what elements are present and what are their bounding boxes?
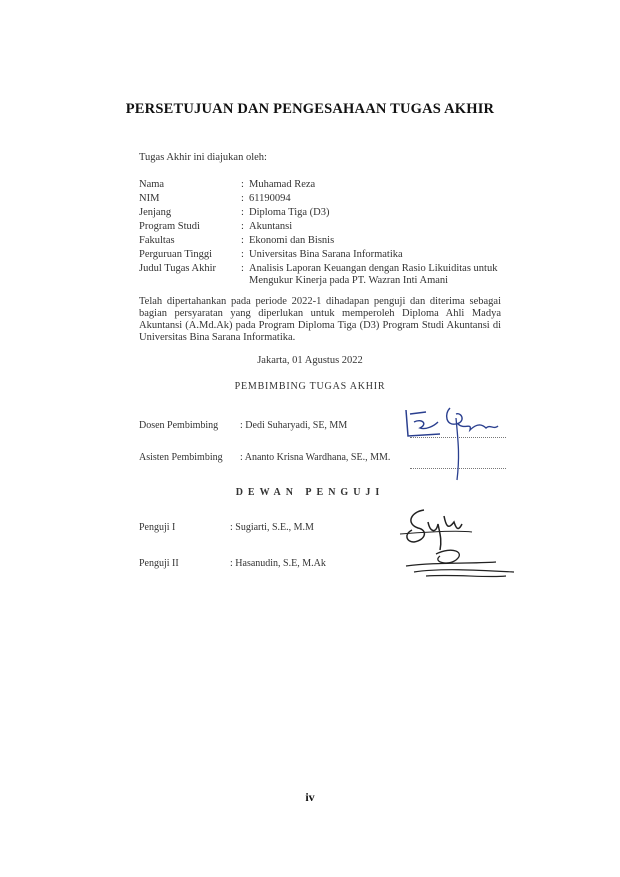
row-value: : Hasanudin, S.E, M.Ak xyxy=(230,558,326,569)
field-label: Jenjang xyxy=(139,207,172,218)
field-label: Program Studi xyxy=(139,221,200,232)
row-label: Penguji I xyxy=(139,522,176,533)
supervisor-signature xyxy=(400,400,510,490)
supervisors-heading: PEMBIMBING TUGAS AKHIR xyxy=(234,381,386,392)
field-colon: : xyxy=(241,207,244,218)
field-colon: : xyxy=(241,249,244,260)
field-colon: : xyxy=(241,193,244,204)
field-label: NIM xyxy=(139,193,160,204)
field-colon: : xyxy=(241,221,244,232)
field-label: Nama xyxy=(139,179,165,190)
row-label: Dosen Pembimbing xyxy=(139,420,219,431)
field-value: 61190094 xyxy=(249,193,291,204)
field-colon: : xyxy=(241,179,244,190)
field-label: Judul Tugas Akhir xyxy=(139,263,217,274)
field-value: Analisis Laporan Keuangan dengan Rasio Likuiditas untuk Mengukur Kinerja pada PT. Wazran Inti Amani xyxy=(249,263,498,286)
field-label: Fakultas xyxy=(139,235,175,246)
field-colon: : xyxy=(241,235,244,246)
field-value: Diploma Tiga (D3) xyxy=(249,207,330,218)
row-value: : Sugiarti, S.E., M.M xyxy=(230,522,314,533)
examiner-signatures xyxy=(396,502,526,592)
field-value: Ekonomi dan Bisnis xyxy=(249,235,335,246)
page-number: iv xyxy=(305,790,315,804)
field-value: Akuntansi xyxy=(249,221,293,232)
examiners-heading: DEWAN PENGUJI xyxy=(235,487,385,498)
row-value: : Ananto Krisna Wardhana, SE., MM. xyxy=(240,452,391,463)
approval-statement: Telah dipertahankan pada periode 2022-1 dihadapan penguji dan diterima sebagai bagian persyaratan yang diperlukan untuk memperoleh Diploma Ahli Madya Akuntansi (A.Md.Ak) pada Program Diploma Tiga (D3) Program Studi Akuntansi di Universitas Bina Sarana Informatika. xyxy=(139,296,501,343)
approval-date: Jakarta, 01 Agustus 2022 xyxy=(257,355,363,366)
row-label: Asisten Pembimbing xyxy=(139,452,223,463)
intro-text: Tugas Akhir ini diajukan oleh: xyxy=(139,152,267,163)
field-value: Muhamad Reza xyxy=(249,179,316,190)
field-label: Perguruan Tinggi xyxy=(139,249,213,260)
field-colon: : xyxy=(241,263,244,274)
row-value: : Dedi Suharyadi, SE, MM xyxy=(240,420,348,431)
page-title: PERSETUJUAN DAN PENGESAHAAN TUGAS AKHIR xyxy=(125,101,495,117)
row-label: Penguji II xyxy=(139,558,179,569)
field-value: Universitas Bina Sarana Informatika xyxy=(249,249,403,260)
